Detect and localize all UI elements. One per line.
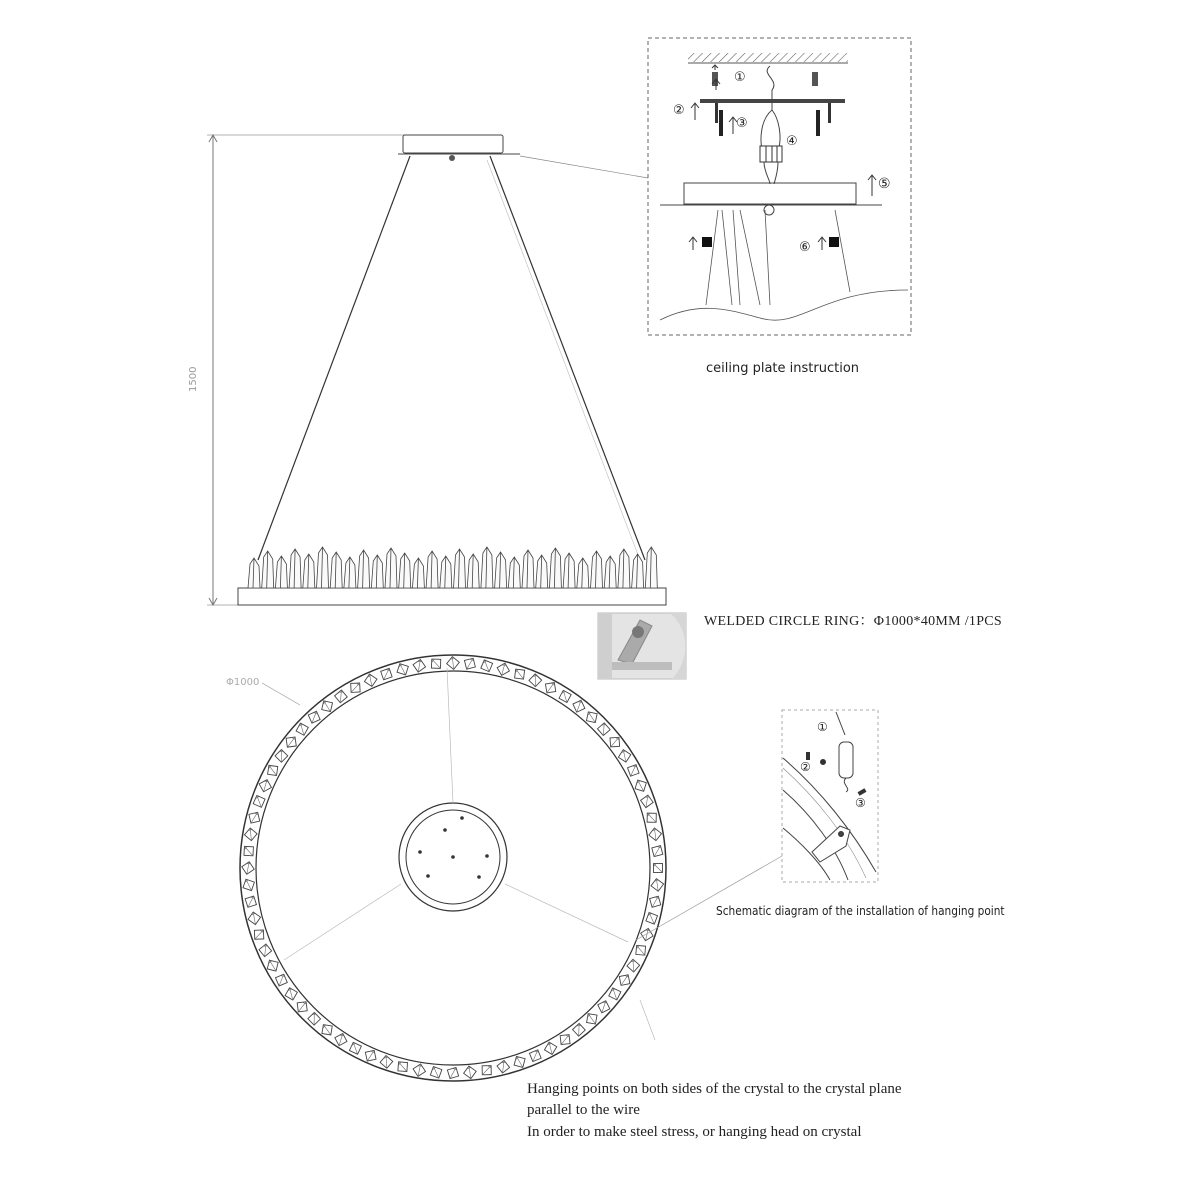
top-view [240,655,782,1081]
side-view [207,135,666,605]
hp-step-1-label: ① [817,720,828,734]
crystal-top [573,1023,586,1036]
crystal-top [636,945,646,955]
ceiling-plate-inset [648,38,911,335]
crystal-top [248,912,261,925]
crystal-top [647,813,656,822]
crystal-top [430,1067,442,1079]
crystal-side [577,558,589,588]
crystal-side [317,547,329,588]
crystal-top [308,711,320,723]
ring-inner-edge [256,671,650,1065]
crystal-top [628,765,640,777]
crystal-side [467,554,479,588]
crystal-top [365,1050,376,1061]
diameter-leader [262,683,300,705]
crystal-top [275,750,288,763]
crystal-top [398,1062,408,1072]
crystal-side [454,549,466,588]
crystal-side [303,554,315,588]
hanging-point-caption: Schematic diagram of the installation of hanging point [716,904,1005,918]
crystal-top [268,765,278,775]
crystal-top [635,780,646,791]
crystal-side [481,547,493,588]
crystal-top [381,668,392,679]
crystal-top [545,683,555,693]
crystal-side [330,552,342,588]
crystal-top [285,988,297,1000]
crystal-top [296,723,308,735]
crystal-top [464,1066,477,1079]
crystal-top [646,912,658,924]
crystal-side [412,558,424,588]
crystal-top [447,1067,458,1078]
crystal-side [508,557,520,588]
crystal-side [495,552,507,588]
crystal-side [248,558,260,588]
crystal-top [609,988,621,1000]
crystal-side [358,550,370,588]
crystal-top [586,712,597,723]
crystal-top [413,1064,425,1076]
crystal-top [413,660,426,673]
canopy-plate [684,183,856,204]
crystal-top [559,690,571,702]
crystal-top [243,879,254,890]
crystal-top [397,664,408,675]
crystal-top [618,750,630,762]
note-line-2: parallel to the wire [527,1102,640,1118]
crystal-top [482,1066,491,1075]
canopy-leader [520,156,648,178]
crystal-top [514,1056,525,1067]
crystal-top [242,862,254,874]
crystal-side [536,555,548,588]
crystal-side [522,550,534,588]
crystal-top [447,657,460,670]
ring-joint-photo [598,613,686,679]
ring-outer-edge [240,655,666,1081]
crystal-top [351,683,360,692]
crystal-top [544,1042,556,1054]
ceiling-canopy [403,135,503,153]
crystal-side [344,557,356,588]
crystal-side [262,551,274,588]
crystal-side [618,549,630,588]
note-line-3: In order to make steel stress, or hanging head on crystal [527,1124,862,1140]
crystal-top [267,960,278,971]
hp-step-3-label: ③ [855,796,866,810]
crystal-top [649,828,662,841]
crystal-top [364,674,376,686]
crystal-side [591,551,603,588]
crystal-top [598,1001,610,1013]
step-6-label: ⑥ [799,240,811,255]
crystal-top [652,846,663,857]
crystal-top [651,879,664,892]
crystal-top [619,975,630,986]
crystal-top [380,1056,393,1069]
ceiling-plate-caption: ceiling plate instruction [706,361,860,376]
crystal-side [399,553,411,588]
crystal-top [322,701,333,712]
height-dimension-label: 1500 [188,366,199,392]
crystal-top [335,690,348,703]
crystal-top [297,1002,307,1012]
step-3-label: ③ [736,116,748,131]
crystal-top [515,669,525,679]
crystal-top [244,828,257,841]
crystal-top [431,659,440,668]
crystal-top [529,674,542,687]
suspension-wire-left [258,156,410,560]
crystal-top [560,1035,570,1045]
diameter-label: Φ1000 [226,677,260,688]
crystal-top [259,944,272,957]
crystal-top [627,959,640,972]
crystal-top [308,1012,321,1025]
crystal-top [654,864,663,873]
crystal-top [322,1025,332,1035]
crystal-side [604,556,616,588]
step-5-label: ⑤ [878,176,891,192]
crystal-top [254,930,263,939]
crystal-side [426,551,438,588]
crystal-top [286,737,296,747]
crystal-top [610,737,620,747]
crystal-top [641,795,654,808]
crystal-top [650,896,661,907]
crystal-side [440,556,452,588]
suspension-wire-right [490,156,645,560]
ring-spec-label: WELDED CIRCLE RING：Φ1000*40MM /1PCS [704,614,1003,629]
crystal-ring-top [242,657,664,1079]
note-line-1: Hanging points on both sides of the crystal to the crystal plane [527,1081,902,1097]
crystal-side [549,548,561,588]
crystal-row-side [248,547,657,588]
crystal-top [641,928,653,940]
crystal-top [259,780,271,792]
crystal-side [563,553,575,588]
hp-step-2-label: ② [800,760,811,774]
crystal-top [244,846,253,855]
crystal-side [275,556,287,588]
crystal-side [645,547,657,588]
step-1-label: ① [734,70,746,85]
crystal-side [371,555,383,588]
crystal-side [289,549,301,588]
crystal-top [481,660,493,672]
crystal-top [497,1060,510,1073]
crystal-top [573,700,585,712]
crystal-top [597,723,610,736]
crystal-top [253,795,265,807]
crystal-top [349,1042,361,1054]
crystal-top [245,896,256,907]
crystal-top [464,658,475,669]
crystal-top [587,1014,597,1024]
step-2-label: ② [673,103,685,118]
crystal-top [497,663,509,675]
step-4-label: ④ [786,134,798,149]
crystal-top [249,812,260,823]
crystal-side [632,554,644,588]
crystal-top [529,1050,541,1062]
crystal-top [275,974,287,986]
terminal-block [760,146,782,162]
crystal-top [335,1034,347,1046]
crystal-side [385,548,397,588]
ring-bar [238,588,666,605]
